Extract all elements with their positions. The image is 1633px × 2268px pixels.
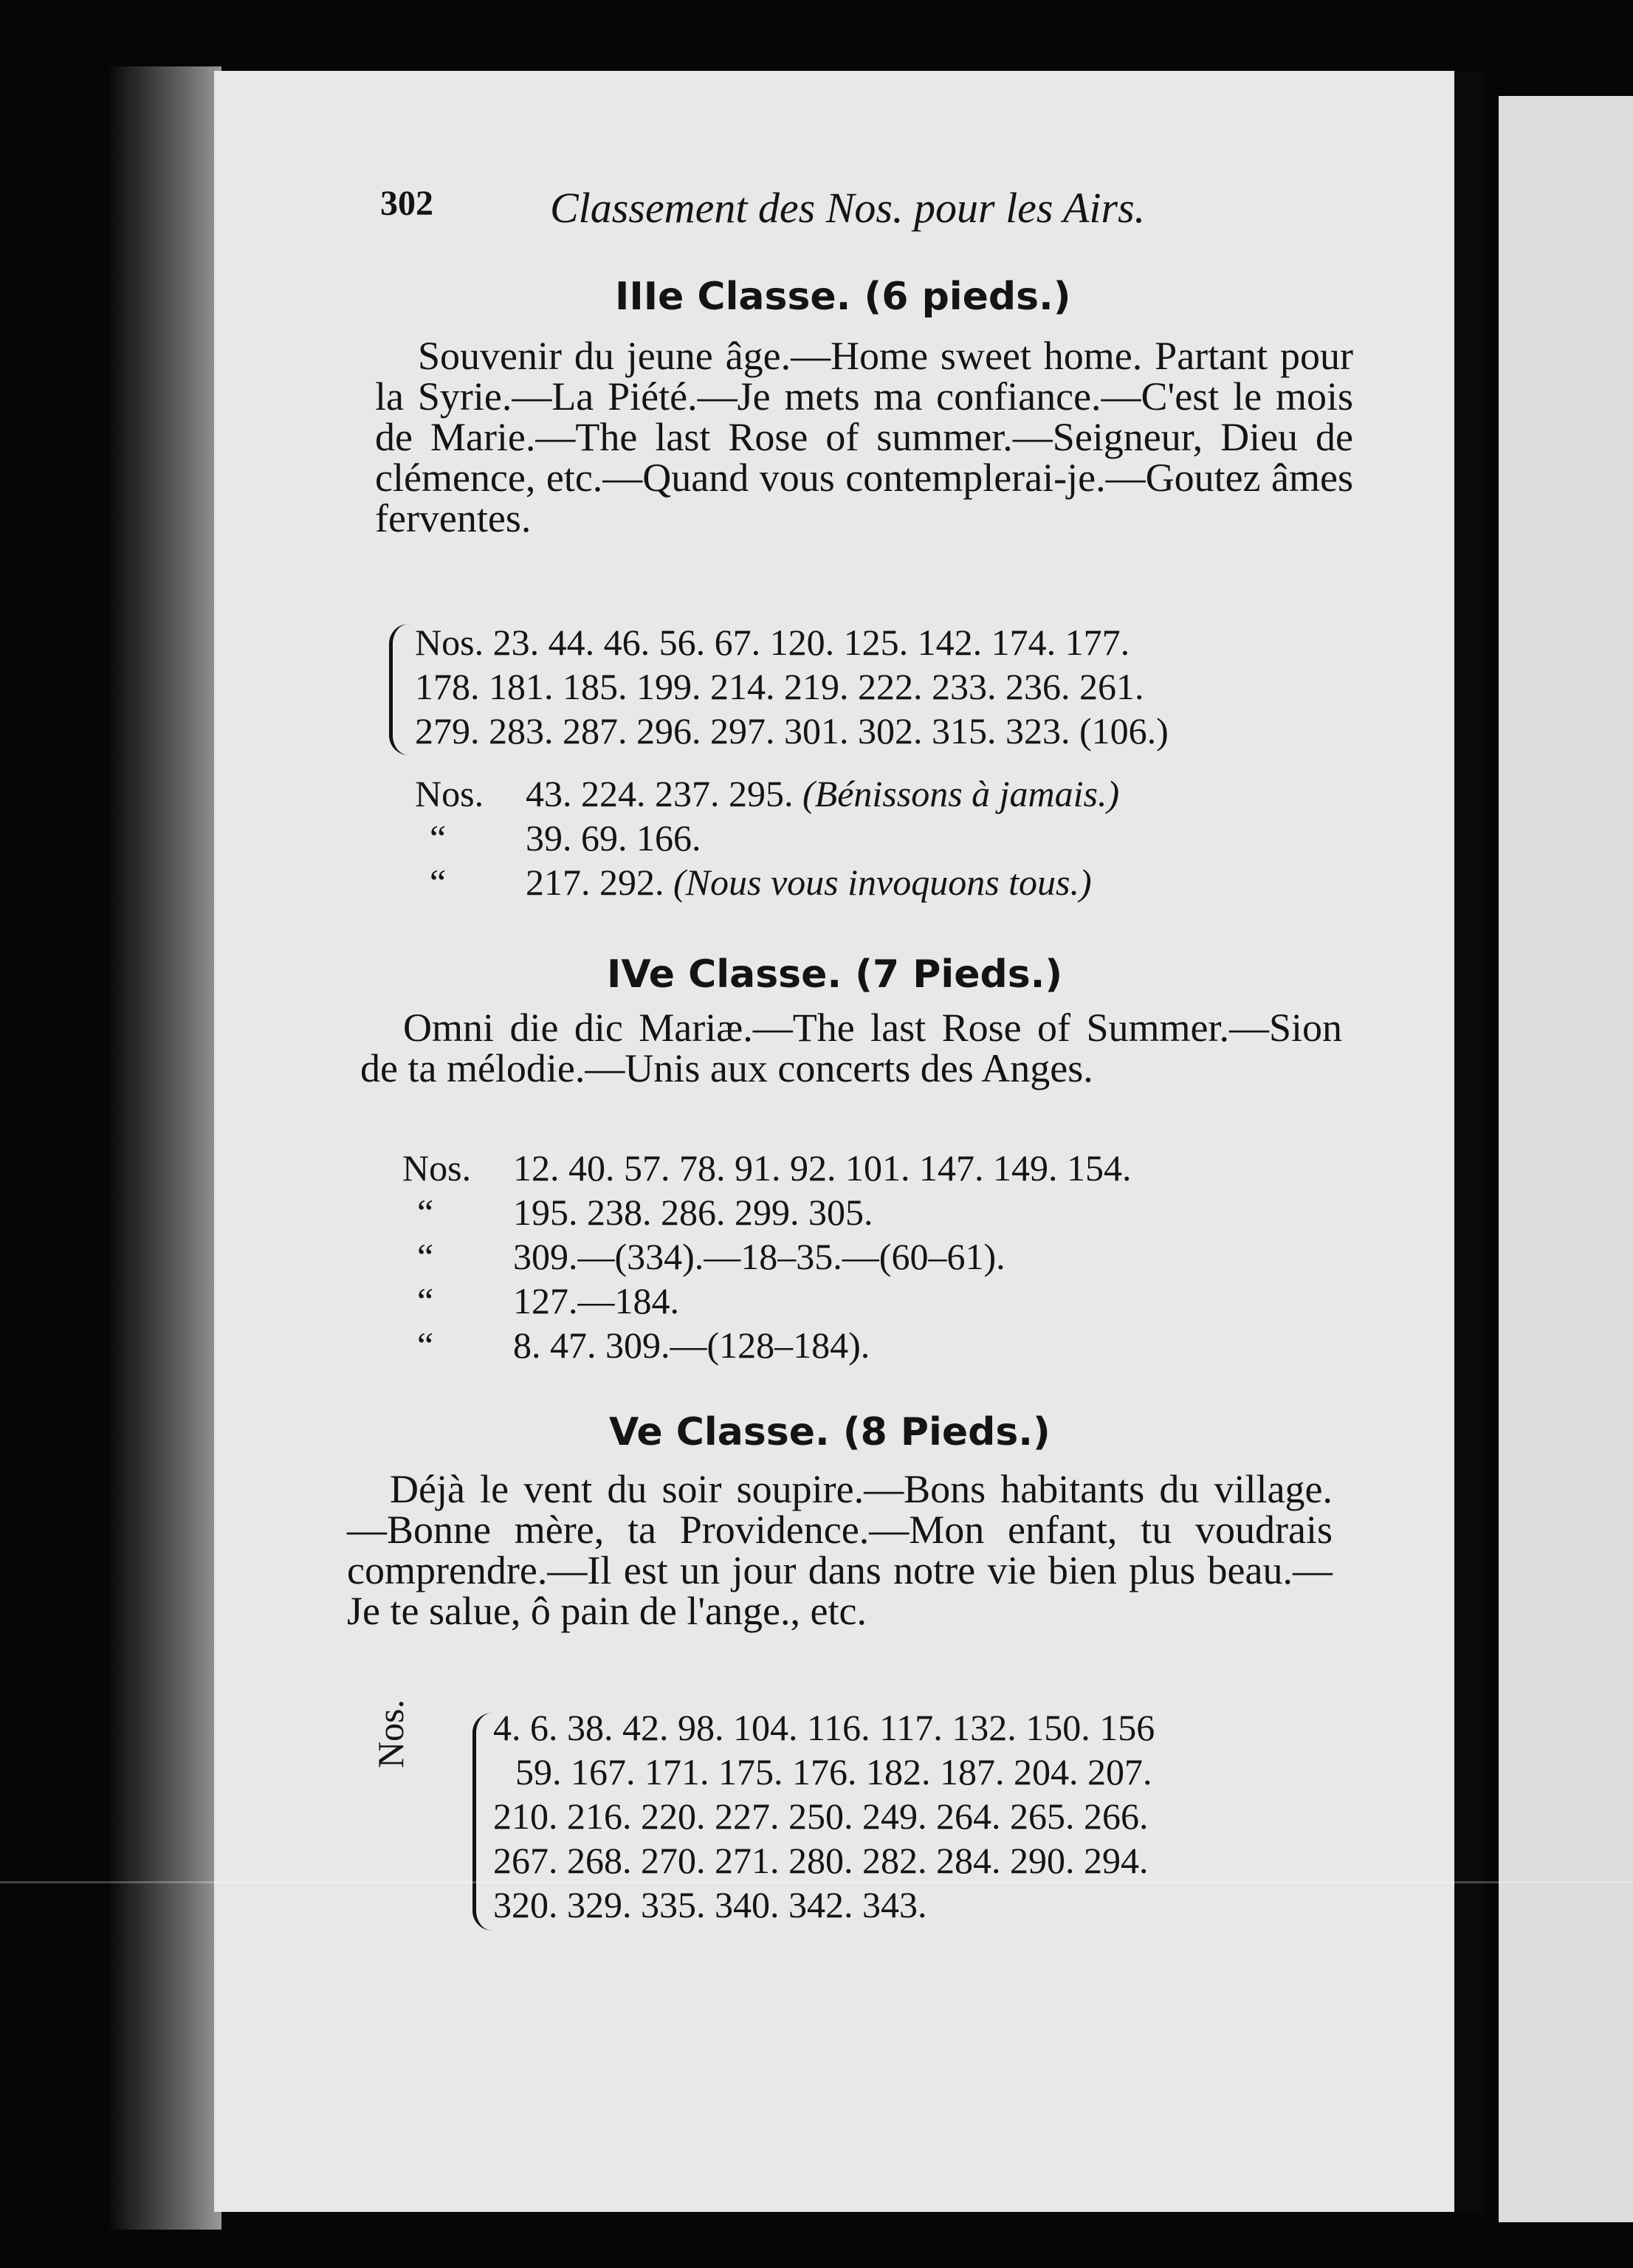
section-heading-3: IIIe Classe. (6 pieds.) — [615, 275, 1071, 319]
section-5-text: Déjà le vent du soir soupire.—Bons habitants du village.—Bonne mère, ta Providence.—Mon enfant, tu voudrais comprendre.—Il est un jour dans notre vie bien plus beau.—Je te salue, ô pain de l'ange., etc. — [347, 1467, 1333, 1633]
number-line: 59. 167. 171. 175. 176. 182. 187. 204. 207. — [515, 1751, 1152, 1793]
numbers: 195. 238. 286. 299. 305. — [513, 1192, 873, 1233]
number-line: 4. 6. 38. 42. 98. 104. 116. 117. 132. 150. 156 — [493, 1707, 1155, 1748]
numbers: 8. 47. 309.—(128–184). — [513, 1324, 870, 1366]
section-heading-5: Ve Classe. (8 Pieds.) — [609, 1410, 1051, 1454]
number-line: 210. 216. 220. 227. 250. 249. 264. 265. 266. — [493, 1796, 1149, 1837]
number-line: 267. 268. 270. 271. 280. 282. 284. 290. 294. — [493, 1840, 1149, 1881]
section-3-brace-list — [415, 620, 1169, 753]
nos-label-vertical: Nos. — [370, 1699, 411, 1768]
number-line — [402, 1234, 1132, 1279]
section-heading-4: IVe Classe. (7 Pieds.) — [607, 952, 1063, 997]
page-edge-shadow — [1454, 71, 1484, 2212]
number-line — [415, 816, 1119, 860]
brace — [472, 1713, 492, 1931]
section-3-text: Souvenir du jeune âge.—Home sweet home. Partant pour la Syrie.—La Piété.—Je mets ma confiance.—C'est le mois de Marie.—The last Rose of summer.—Seigneur, Dieu de clémence, etc.—Quand vous contemplerai-je.—Goutez âmes ferventes. — [375, 334, 1353, 540]
number-line — [402, 1146, 1132, 1190]
numbers: 43. 224. 237. 295. — [526, 773, 794, 814]
running-title: Classement des Nos. pour les Airs. — [550, 184, 1146, 232]
ditto-mark: “ — [430, 817, 447, 859]
numbers: 12. 40. 57. 78. 91. 92. 101. 147. 149. 154. — [513, 1147, 1132, 1189]
scanner-artifact-line — [0, 1881, 1633, 1883]
adjacent-page-strip — [1499, 96, 1633, 2222]
section-3-extra-list — [415, 772, 1119, 904]
nos-label: Nos. — [402, 1147, 472, 1189]
numbers: 217. 292. — [526, 862, 664, 903]
page-header — [380, 183, 1237, 242]
number-line — [402, 1323, 1132, 1367]
ditto-mark: “ — [417, 1192, 434, 1233]
air-note: (Nous vous invoquons tous.) — [673, 862, 1092, 903]
section-3-paragraph — [375, 336, 1353, 539]
ditto-mark: “ — [417, 1236, 434, 1277]
page-number: 302 — [380, 184, 433, 223]
section-5-paragraph — [347, 1469, 1333, 1632]
number-line — [402, 1279, 1132, 1323]
number-line: 320. 329. 335. 340. 342. 343. — [493, 1884, 927, 1925]
brace — [389, 624, 409, 755]
section-4-text: Omni die dic Mariæ.—The last Rose of Summer.—Sion de ta mélodie.—Unis aux concerts des Anges. — [360, 1006, 1342, 1090]
section-5-brace-list — [493, 1705, 1155, 1927]
number-line: 178. 181. 185. 199. 214. 219. 222. 233. 236. 261. — [415, 666, 1144, 707]
ditto-mark: “ — [417, 1280, 434, 1322]
numbers: 309.—(334).—18–35.—(60–61). — [513, 1236, 1005, 1277]
numbers: 127.—184. — [513, 1280, 679, 1322]
number-line — [415, 860, 1119, 904]
number-line: Nos. 23. 44. 46. 56. 67. 120. 125. 142. 174. 177. — [415, 622, 1130, 663]
number-line — [402, 1190, 1132, 1234]
book-gutter-shadow — [111, 66, 221, 2230]
numbers: 39. 69. 166. — [526, 817, 701, 859]
ditto-mark: “ — [430, 862, 447, 903]
ditto-mark: “ — [417, 1324, 434, 1366]
air-note: (Bénissons à jamais.) — [802, 773, 1120, 814]
section-4-paragraph — [360, 1008, 1342, 1089]
number-line — [415, 772, 1119, 816]
nos-label: Nos. — [415, 773, 484, 814]
section-4-number-list — [402, 1146, 1132, 1367]
number-line: 279. 283. 287. 296. 297. 301. 302. 315. 323. (106.) — [415, 710, 1169, 752]
